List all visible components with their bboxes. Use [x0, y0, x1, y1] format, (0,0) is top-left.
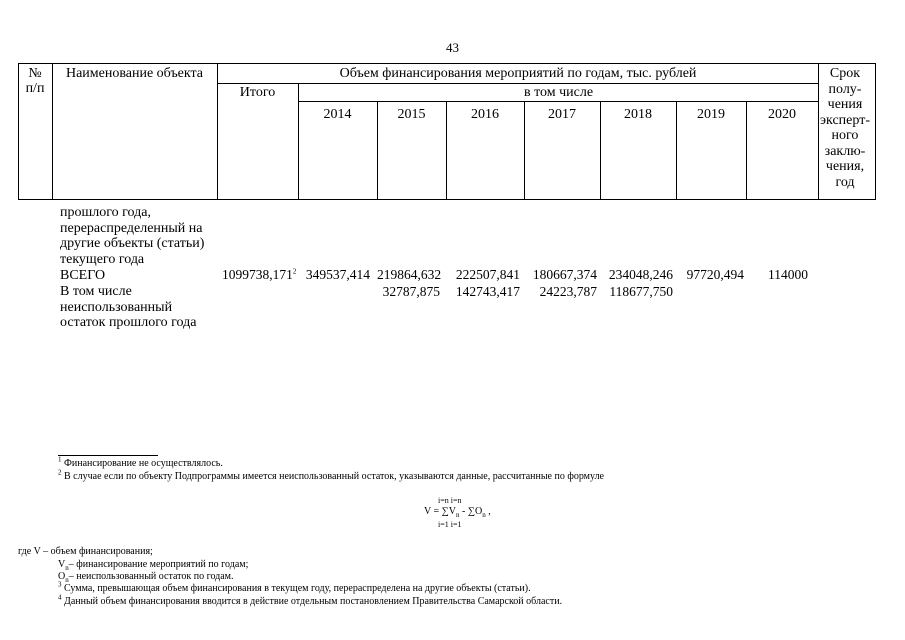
definition-text: – неиспользованный остаток по годам. [68, 571, 234, 582]
total-2015: 219864,632 [377, 267, 442, 282]
footnote-text: Сумма, превышающая объем финансирования в текущем году, перераспределена на другие объекты (статьи). [64, 583, 531, 594]
table-vline-right [875, 63, 876, 200]
formula-part: - ∑O [459, 506, 483, 517]
col-year-2018: 2018 [624, 107, 652, 122]
including-2015: 32787,875 [382, 284, 440, 299]
total-2016: 222507,841 [455, 267, 520, 282]
formula-sub: n [482, 511, 486, 519]
formula-top: i=n i=n [438, 496, 462, 505]
total-2019: 97720,494 [686, 267, 744, 282]
including-2016: 142743,417 [455, 284, 520, 299]
including-2018: 118677,750 [609, 284, 673, 299]
table-vline [298, 83, 299, 200]
total-2020: 114000 [768, 267, 808, 282]
footnote-mark: 3 [58, 580, 62, 589]
footnote-text: В случае если по объекту Подпрограммы имеется неиспользованный остаток, указываются данные, рассчитанные по формуле [64, 471, 604, 482]
text-line: текущего года [60, 251, 145, 267]
total-value [222, 267, 296, 283]
symbol-sub: n [65, 564, 69, 572]
col-year-2014: 2014 [323, 107, 352, 122]
col-name-header: Наименование объекта [65, 66, 204, 81]
footnote-3 [58, 580, 531, 595]
footnote-1 [58, 455, 223, 470]
col-year-2017: 2017 [548, 107, 576, 122]
col-deadline-header [815, 66, 875, 190]
col-no-label: № [28, 66, 42, 81]
text-line: В том числе [60, 284, 132, 299]
col-year-2016: 2016 [471, 107, 499, 122]
definition-text: – финансирование мероприятий по годам; [68, 559, 249, 570]
symbol: O [58, 571, 66, 582]
formula-sub: n [456, 511, 460, 519]
deadline-line: полу- [828, 81, 862, 97]
symbol: V [58, 559, 66, 570]
text-line: остаток прошлого года [60, 315, 197, 330]
footnote-mark: 2 [58, 468, 62, 477]
table-border-top [18, 63, 876, 64]
total-label: ВСЕГО [60, 268, 106, 283]
text-line: прошлого года, [60, 205, 151, 220]
deadline-line: эксперт- [820, 112, 870, 128]
footnote-text: Финансирование не осуществлялось. [64, 458, 223, 469]
footnote-4 [58, 593, 563, 608]
total-2014: 349537,414 [305, 267, 370, 282]
text-line: другие объекты (статьи) [60, 236, 205, 251]
footnote-separator [58, 455, 158, 456]
table-rule-sub1 [217, 83, 819, 84]
total-2018: 234048,246 [608, 267, 673, 282]
text-line: перераспределенный на [60, 220, 203, 236]
deadline-line: заклю- [824, 143, 866, 159]
including-2017: 24223,787 [539, 284, 597, 299]
formula-part: V = ∑V [424, 506, 457, 517]
col-including-header: в том числе [523, 85, 594, 100]
deadline-line: ного [831, 128, 859, 143]
table-vline [217, 63, 218, 200]
definition-v: где V – объем финансирования; [18, 546, 153, 557]
footnote-ref: 2 [292, 267, 297, 276]
footnote-mark: 4 [58, 593, 62, 602]
footnote-text: Данный объем финансирования вводится в действие отдельным постановлением Правительства Самарской области. [64, 596, 563, 607]
formula-part: , [485, 506, 491, 517]
total-sum: 1099738,171 [222, 267, 293, 282]
deadline-line: чения [827, 97, 863, 112]
definition-vn [58, 559, 248, 571]
col-year-2015: 2015 [397, 107, 426, 122]
table-vline [52, 63, 53, 200]
continued-row-text [60, 205, 204, 267]
including-label [60, 284, 196, 331]
col-year-2019: 2019 [697, 107, 725, 122]
col-total-header: Итого [239, 85, 276, 100]
col-no-label-2: п/п [25, 81, 45, 96]
formula-bottom: i=1 i=1 [438, 520, 462, 529]
formula-main [424, 506, 491, 518]
text-line: неиспользованный [60, 299, 173, 315]
footnote-mark: 1 [58, 455, 62, 464]
deadline-line: год [835, 174, 855, 190]
footnote-2 [58, 468, 604, 483]
page-number: 43 [446, 40, 459, 55]
col-year-2020: 2020 [768, 107, 796, 122]
total-2017: 180667,374 [532, 267, 597, 282]
col-no-header [18, 66, 52, 96]
deadline-line: Срок [829, 66, 861, 81]
deadline-line: чения, [825, 159, 865, 174]
col-volume-header: Объем финансирования мероприятий по годам, тыс. рублей [339, 66, 697, 81]
definition-on [58, 571, 234, 583]
table-border-header-bottom [18, 199, 876, 200]
symbol-sub: n [65, 576, 69, 584]
